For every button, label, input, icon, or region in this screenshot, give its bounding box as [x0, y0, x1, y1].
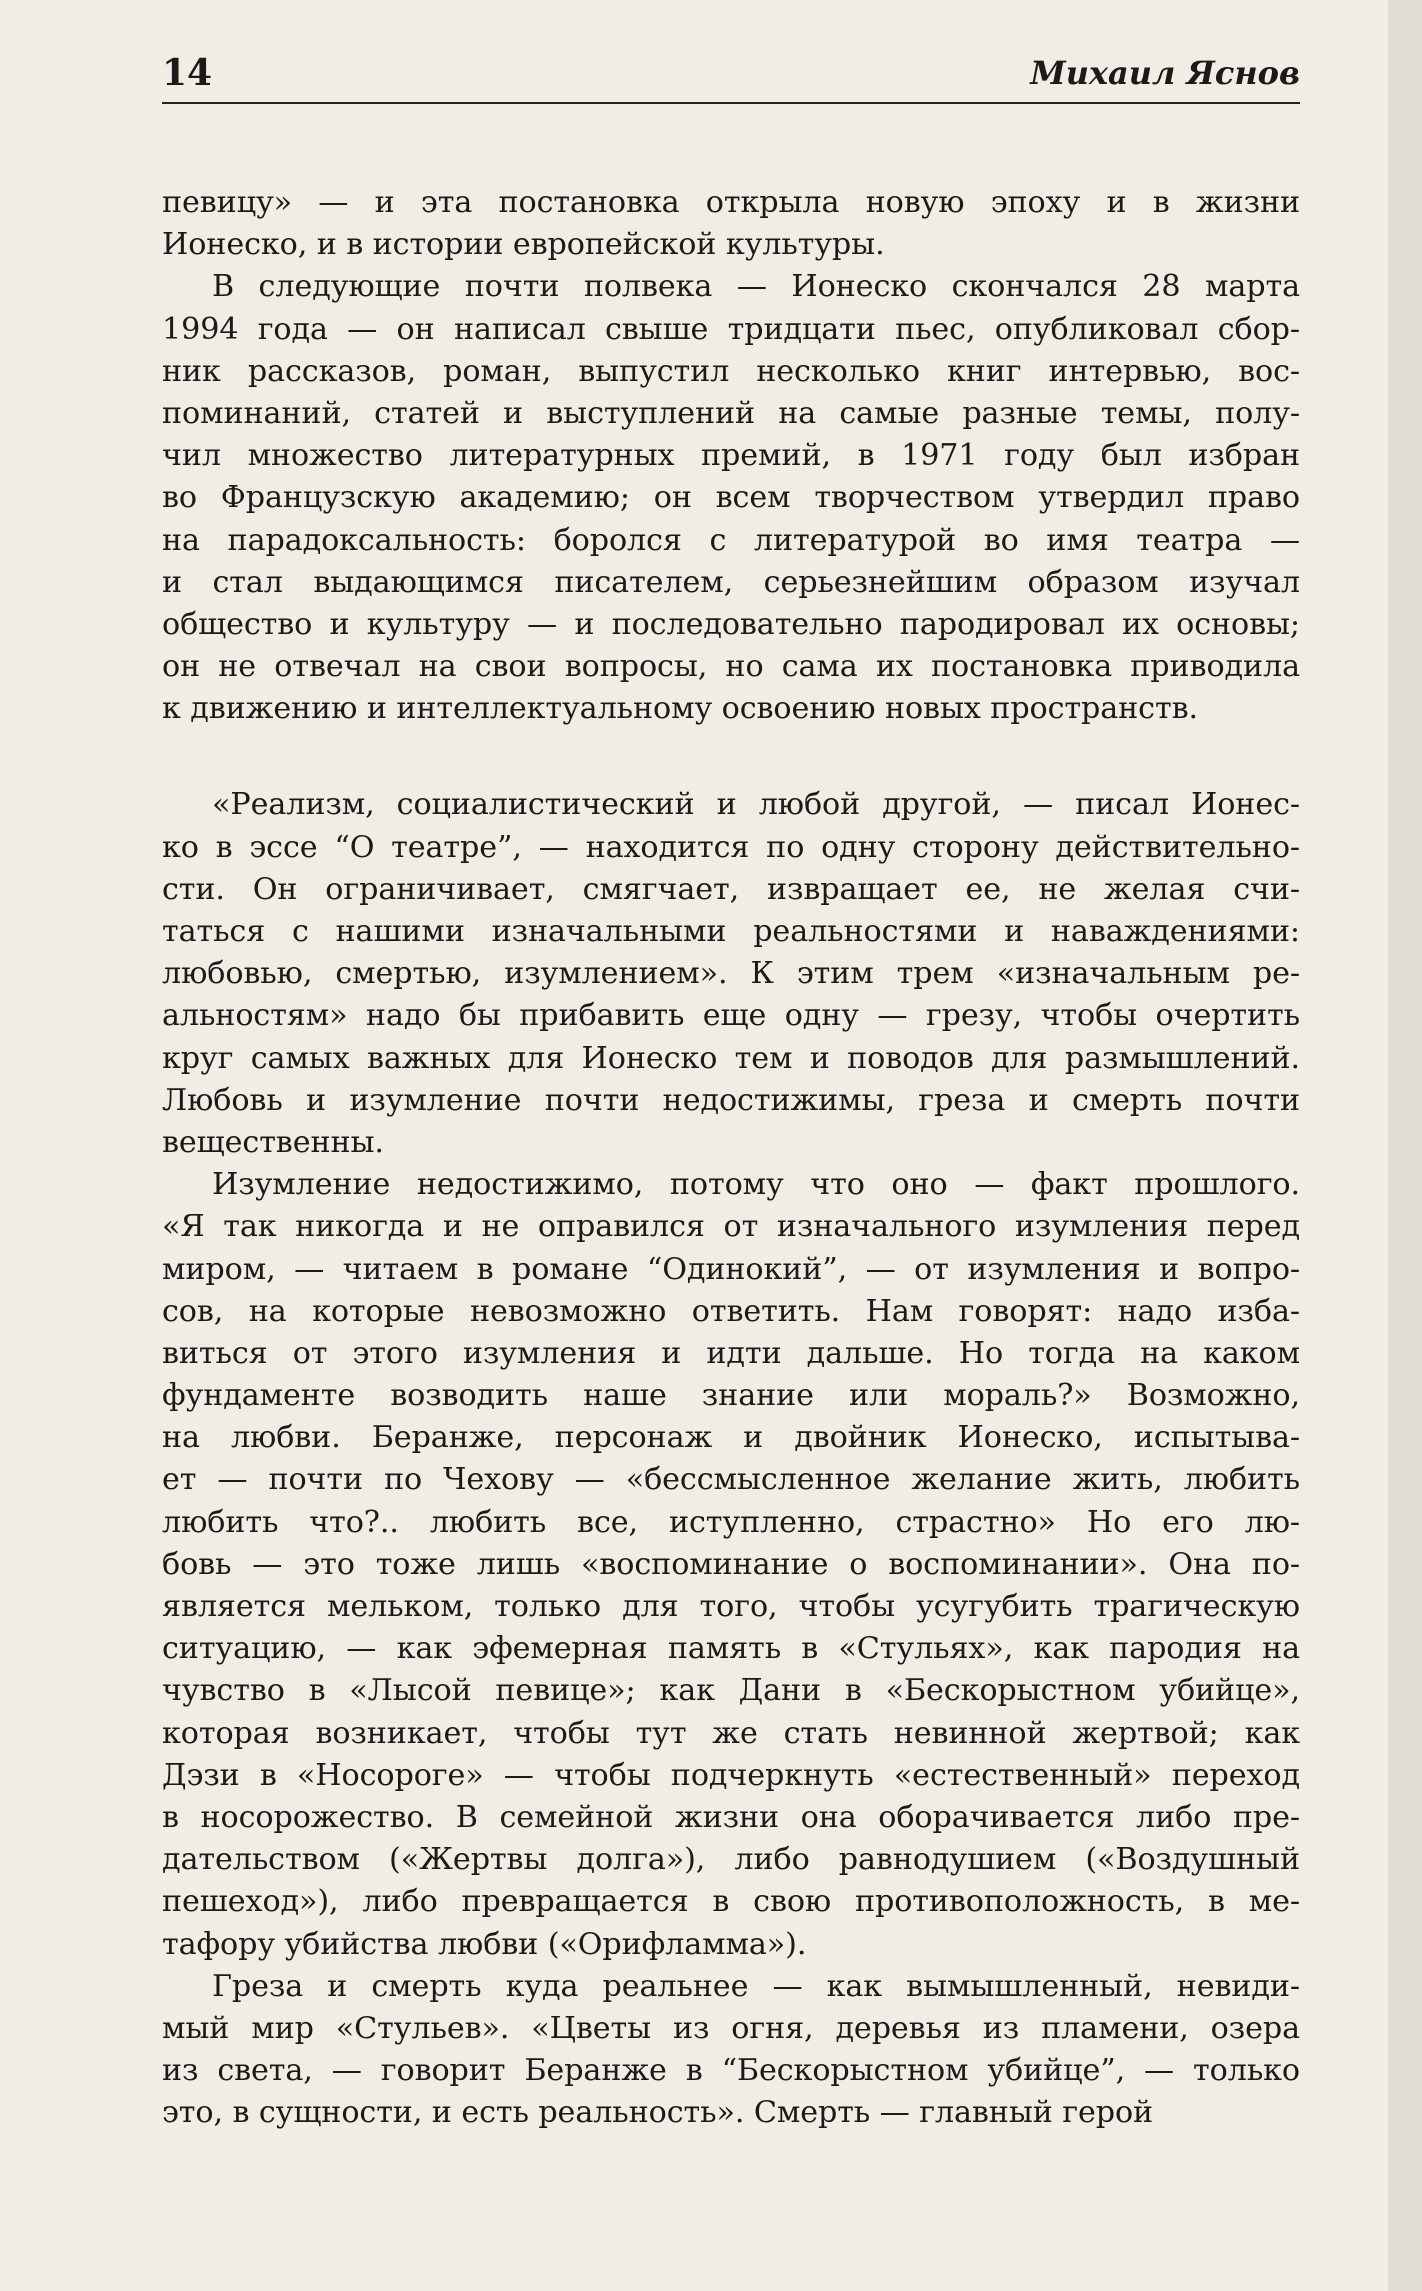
- text-line: фундаменте возводить наше знание или мораль?» Возможно,: [162, 1378, 1300, 1414]
- text-line: ситуацию, — как эфемерная память в «Стульях», как пародия на: [162, 1631, 1300, 1667]
- text-line: во Французскую академию; он всем творчеством утвердил право: [162, 480, 1300, 516]
- paragraph: [162, 1966, 1300, 2135]
- text-line: ет — почти по Чехову — «бессмысленное желание жить, любить: [162, 1462, 1300, 1498]
- text-line: он не отвечал на свои вопросы, но сама их постановка приводила: [162, 649, 1300, 685]
- text-line: общество и культуру — и последовательно пародировал их основы;: [162, 606, 1300, 642]
- text-line: певицу» — и эта постановка открыла новую эпоху и в жизни: [162, 185, 1300, 220]
- text-line: вещественны.: [162, 1124, 384, 1160]
- text-line: сти. Он ограничивает, смягчает, извращает ее, не желая счи-: [162, 871, 1300, 907]
- text-line: виться от этого изумления и идти дальше. Но тогда на каком: [162, 1335, 1300, 1371]
- text-line: пешеход»), либо превращается в свою противоположность, в ме-: [162, 1884, 1300, 1920]
- text-line: на парадоксальность: боролся с литературой во имя театра —: [162, 522, 1300, 558]
- section-break: [162, 730, 1300, 784]
- text-line: любовью, смертью, изумлением». К этим трем «изначальным ре-: [162, 956, 1300, 992]
- text-line: сов, на которые невозможно ответить. Нам говорят: надо изба-: [162, 1293, 1300, 1329]
- text-line: Любовь и изумление почти недостижимы, греза и смерть почти: [162, 1082, 1300, 1118]
- text-line: миром, — читаем в романе “Одинокий”, — от изумления и вопро-: [162, 1251, 1300, 1287]
- running-head: Михаил Яснов: [1030, 54, 1300, 92]
- text-line: из света, — говорит Беранже в “Бескорыстном убийце”, — только: [162, 2053, 1300, 2089]
- text-line: 1994 года — он написал свыше тридцати пьес, опубликовал сбор-: [162, 311, 1300, 347]
- text-line: таться с нашими изначальными реальностями и наваждениями:: [162, 914, 1300, 949]
- text-line: бовь — это тоже лишь «воспоминание о воспоминании». Она по-: [162, 1546, 1300, 1582]
- text-line: «Я так никогда и не оправился от изначального изумления перед: [162, 1209, 1300, 1245]
- page-edge-shadow: [1388, 0, 1422, 2291]
- text-line: является мельком, только для того, чтобы усугубить трагическую: [162, 1589, 1300, 1624]
- text-line: Дэзи в «Носороге» — чтобы подчеркнуть «естественный» переход: [162, 1757, 1300, 1793]
- text-line: «Реализм, социалистический и любой другой, — писал Ионес-: [212, 787, 1300, 823]
- text-line: Греза и смерть куда реальнее — как вымышленный, невиди-: [212, 1968, 1300, 2004]
- text-line: чувство в «Лысой певице»; как Дани в «Бескорыстном убийце»,: [162, 1673, 1300, 1709]
- text-line: на любви. Беранже, персонаж и двойник Ионеско, испытыва-: [162, 1420, 1300, 1456]
- paragraph: [162, 784, 1300, 1164]
- text-line: которая возникает, чтобы тут же стать невинной жертвой; как: [162, 1715, 1300, 1751]
- text-line: чил множество литературных премий, в 1971 году был избран: [162, 438, 1300, 474]
- text-line: поминаний, статей и выступлений на самые разные темы, полу-: [162, 395, 1300, 431]
- text-line: Ионеско, и в истории европейской культуры.: [162, 227, 885, 263]
- text-line: в носорожество. В семейной жизни она оборачивается либо пре-: [162, 1799, 1300, 1835]
- text-line: любить что?.. любить все, иступленно, страстно» Но его лю-: [162, 1504, 1300, 1540]
- text-line: это, в сущности, и есть реальность». Смерть — главный герой: [162, 2095, 1154, 2131]
- text-line: В следующие почти полвека — Ионеско скончался 28 марта: [212, 269, 1300, 305]
- paragraph: [162, 266, 1300, 730]
- text-line: и стал выдающимся писателем, серьезнейшим образом изучал: [162, 564, 1300, 600]
- text-line: альностям» надо бы прибавить еще одну — грезу, чтобы очертить: [162, 998, 1300, 1034]
- text-line: тафору убийства любви («Орифламма»).: [162, 1926, 807, 1962]
- text-line: ник рассказов, роман, выпустил несколько книг интервью, вос-: [162, 353, 1300, 389]
- paragraph: [162, 182, 1300, 266]
- page-header: [162, 45, 1300, 105]
- body-text: [162, 182, 1300, 2134]
- text-line: ко в эссе “О театре”, — находится по одну сторону действительно-: [162, 829, 1300, 865]
- text-line: к движению и интеллектуальному освоению новых пространств.: [162, 691, 1198, 727]
- text-line: дательством («Жертвы долга»), либо равнодушием («Воздушный: [162, 1842, 1300, 1878]
- header-rule: [162, 102, 1300, 104]
- paragraph: [162, 1164, 1300, 1966]
- text-line: круг самых важных для Ионеско тем и поводов для размышлений.: [162, 1040, 1300, 1076]
- page-number: 14: [162, 52, 213, 94]
- text-line: Изумление недостижимо, потому что оно — факт прошлого.: [212, 1167, 1300, 1203]
- text-line: мый мир «Стульев». «Цветы из огня, деревья из пламени, озера: [162, 2010, 1300, 2046]
